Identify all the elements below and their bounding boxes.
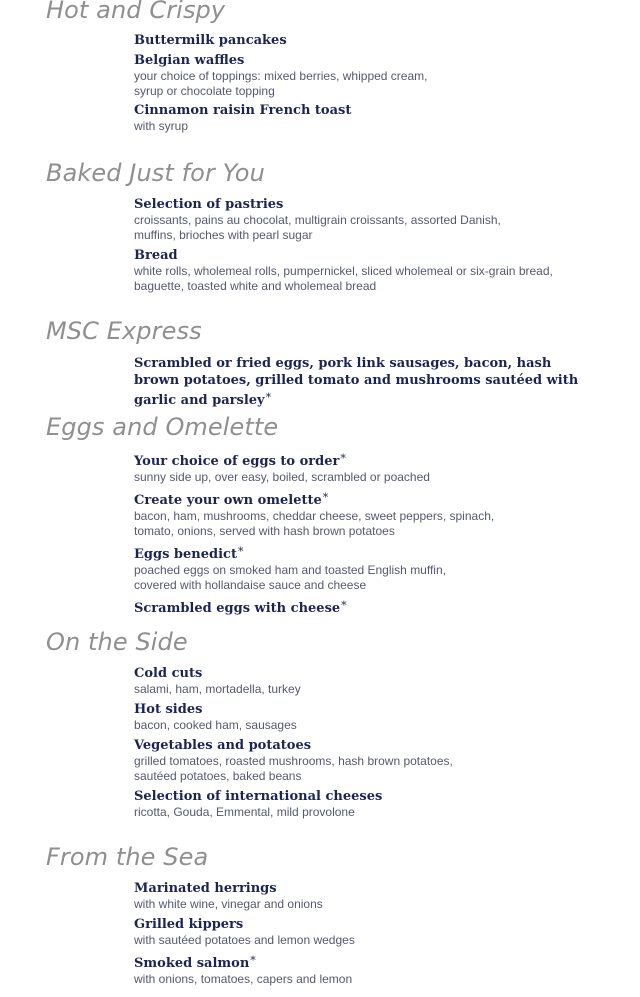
item-name: Cinnamon raisin French toast — [134, 103, 352, 118]
item-description: bacon, cooked ham, sausages — [134, 718, 297, 732]
menu-item — [134, 953, 624, 987]
item-name: Cold cuts — [134, 666, 203, 681]
menu-item — [134, 53, 624, 99]
item-name — [134, 598, 624, 617]
item-description: white rolls, wholemeal rolls, pumpernickel, sliced wholemeal or six-grain bread, baguette, toasted white and wholemeal bread — [134, 264, 553, 293]
chef-recommendation-mark: * — [237, 545, 244, 558]
menu-item — [134, 702, 624, 733]
item-name-text: Create your own omelette — [134, 493, 322, 508]
section-title: MSC Express — [46, 317, 202, 345]
item-name — [134, 490, 624, 509]
menu-item — [134, 197, 624, 243]
item-name — [134, 953, 624, 972]
item-name — [134, 544, 624, 563]
chef-recommendation-mark: * — [340, 452, 346, 465]
menu-item — [134, 917, 624, 948]
item-name: Selection of pastries — [134, 197, 284, 212]
menu-item — [134, 33, 624, 49]
item-name: Vegetables and potatoes — [134, 738, 312, 753]
item-name: Selection of international cheeses — [134, 789, 383, 804]
section-title: Eggs and Omelette — [46, 413, 279, 441]
item-description: with syrup — [134, 119, 189, 133]
menu-item — [134, 451, 624, 485]
item-description: ricotta, Gouda, Emmental, mild provolone — [134, 805, 355, 819]
menu-item — [134, 738, 624, 784]
chef-recommendation-mark: * — [322, 491, 329, 504]
chef-recommendation-mark: * — [265, 391, 272, 404]
item-name — [134, 355, 594, 409]
menu-item — [134, 248, 624, 294]
item-description: grilled tomatoes, roasted mushrooms, hash brown potatoes, sautéed potatoes, baked beans — [134, 754, 453, 783]
menu-item — [134, 355, 594, 409]
section-title: On the Side — [46, 628, 188, 656]
item-description: your choice of toppings: mixed berries, whipped cream, syrup or chocolate topping — [134, 69, 428, 98]
item-name: Bread — [134, 248, 178, 263]
menu-item — [134, 490, 624, 539]
item-description: salami, ham, mortadella, turkey — [134, 682, 301, 696]
item-name: Belgian waffles — [134, 53, 245, 68]
item-name: Hot sides — [134, 702, 203, 717]
item-description: with sautéed potatoes and lemon wedges — [134, 933, 355, 947]
item-description: sunny side up, over easy, boiled, scrambled or poached — [134, 470, 430, 484]
item-name-text: Your choice of eggs to order — [134, 454, 340, 469]
section-title: From the Sea — [46, 843, 209, 871]
item-description: poached eggs on smoked ham and toasted English muffin, covered with hollandaise sauce and cheese — [134, 563, 446, 592]
menu-item — [134, 103, 624, 134]
menu-item — [134, 666, 624, 697]
section-title: Hot and Crispy — [46, 0, 226, 24]
chef-recommendation-mark: * — [341, 599, 347, 612]
item-name-text: Eggs benedict — [134, 547, 237, 562]
menu-item — [134, 598, 624, 617]
section-title: Baked Just for You — [46, 159, 265, 187]
chef-recommendation-mark: * — [250, 954, 256, 967]
item-name: Grilled kippers — [134, 917, 244, 932]
item-name: Marinated herrings — [134, 881, 277, 896]
item-name — [134, 451, 624, 470]
item-name: Buttermilk pancakes — [134, 33, 287, 48]
item-description: croissants, pains au chocolat, multigrain croissants, assorted Danish, muffins, brioches with pearl sugar — [134, 213, 501, 242]
item-description: with white wine, vinegar and onions — [134, 897, 323, 911]
item-name-text: Smoked salmon — [134, 956, 250, 971]
menu-item — [134, 544, 624, 593]
item-name-text: Scrambled or fried eggs, pork link sausages, bacon, hash brown potatoes, grilled tomato and mushrooms sautéed with garlic and parsley — [134, 356, 579, 408]
item-description: with onions, tomatoes, capers and lemon — [134, 972, 353, 986]
menu-item — [134, 789, 624, 820]
item-description: bacon, ham, mushrooms, cheddar cheese, sweet peppers, spinach, tomato, onions, served with hash brown potatoes — [134, 509, 495, 538]
menu-item — [134, 881, 624, 912]
item-name-text: Scrambled eggs with cheese — [134, 601, 341, 616]
